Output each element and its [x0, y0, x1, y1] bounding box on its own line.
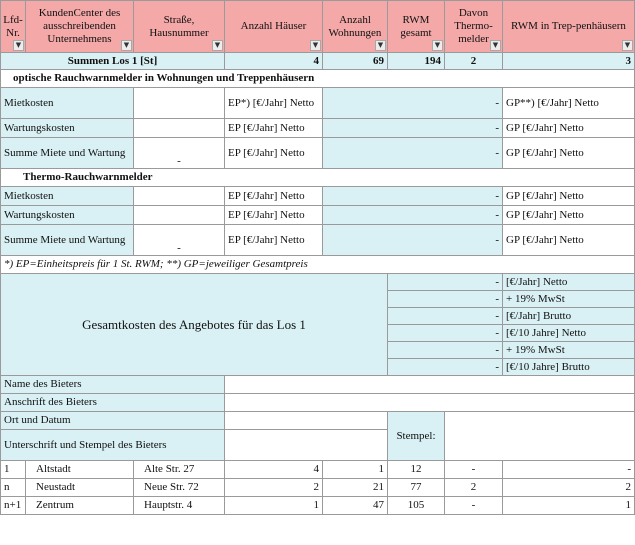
gesamt-dash[interactable]: - — [388, 274, 503, 291]
bieter-name-label[interactable]: Name des Bieters — [1, 376, 225, 394]
optisch-wartung-row — [1, 119, 635, 138]
cell-rwm[interactable]: 105 — [388, 497, 445, 515]
gesamt-label[interactable]: [€/10 Jahre] Brutto — [503, 359, 635, 376]
gesamt-label[interactable]: + 19% MwSt — [503, 291, 635, 308]
summen-treppen[interactable]: 3 — [503, 53, 635, 70]
col-haeuser[interactable]: Anzahl Häuser ▼ — [225, 1, 323, 53]
cell-kc[interactable]: Zentrum — [26, 497, 134, 515]
cell-nr[interactable]: n+1 — [1, 497, 26, 515]
cell-th[interactable]: - — [445, 461, 503, 479]
dash-cell[interactable]: - — [323, 206, 503, 225]
blank-cell[interactable] — [134, 88, 225, 119]
summen-wohnungen[interactable]: 69 — [323, 53, 388, 70]
gesamt-label[interactable]: + 19% MwSt — [503, 342, 635, 359]
section-title[interactable]: Thermo-Rauchwarnmelder — [1, 169, 635, 187]
cell-th[interactable]: - — [445, 497, 503, 515]
ep-cell[interactable]: EP*) [€/Jahr] Netto — [225, 88, 323, 119]
section-thermo — [1, 169, 635, 187]
cell-w[interactable]: 47 — [323, 497, 388, 515]
header-row — [1, 1, 635, 53]
filter-dropdown-icon[interactable]: ▼ — [432, 40, 443, 51]
cell-th[interactable]: 2 — [445, 479, 503, 497]
summen-haeuser[interactable]: 4 — [225, 53, 323, 70]
footnote-row — [1, 256, 635, 274]
gesamt-dash[interactable]: - — [388, 308, 503, 325]
gesamt-dash[interactable]: - — [388, 325, 503, 342]
bieter-unterschrift-field[interactable] — [225, 430, 388, 461]
row-label[interactable]: Mietkosten — [1, 187, 134, 206]
blank-cell[interactable] — [134, 119, 225, 138]
gesamt-label[interactable]: [€/Jahr] Brutto — [503, 308, 635, 325]
ep-cell[interactable]: EP [€/Jahr] Netto — [225, 206, 323, 225]
bieter-anschrift-field[interactable] — [225, 394, 635, 412]
dash-cell[interactable]: - — [323, 88, 503, 119]
summen-thermo[interactable]: 2 — [445, 53, 503, 70]
cell-nr[interactable]: n — [1, 479, 26, 497]
gesamt-label[interactable]: [€/10 Jahre] Netto — [503, 325, 635, 342]
section-title[interactable]: optische Rauchwarnmelder in Wohnungen und Treppenhäusern — [1, 70, 635, 88]
dash-cell[interactable]: - — [323, 225, 503, 256]
gp-cell[interactable]: GP [€/Jahr] Netto — [503, 138, 635, 169]
ep-cell[interactable]: EP [€/Jahr] Netto — [225, 225, 323, 256]
blank-cell[interactable] — [134, 206, 225, 225]
thermo-summe-row — [1, 225, 635, 256]
ep-cell[interactable]: EP [€/Jahr] Netto — [225, 119, 323, 138]
dash-cell[interactable]: - — [323, 119, 503, 138]
stempel-label[interactable]: Stempel: — [388, 412, 445, 461]
footnote[interactable]: *) EP=Einheitspreis für 1 St. RWM; **) GP=jeweiliger Gesamtpreis — [1, 256, 635, 274]
row-label[interactable]: Wartungskosten — [1, 206, 134, 225]
cell-tr[interactable]: - — [503, 461, 635, 479]
cell-tr[interactable]: 2 — [503, 479, 635, 497]
col-lfd[interactable]: Lfd-Nr. ▼ — [1, 1, 26, 53]
bieter-ort-row — [1, 412, 635, 430]
ep-cell[interactable]: EP [€/Jahr] Netto — [225, 187, 323, 206]
thermo-wartung-row — [1, 206, 635, 225]
cell-nr[interactable]: 1 — [1, 461, 26, 479]
gesamt-label[interactable]: [€/Jahr] Netto — [503, 274, 635, 291]
cell-kc[interactable]: Neustadt — [26, 479, 134, 497]
table-row — [1, 461, 635, 479]
mid-dash-cell[interactable]: - — [134, 138, 225, 169]
col-strasse[interactable]: Straße, Hausnummer ▼ — [134, 1, 225, 53]
cell-str[interactable]: Hauptstr. 4 — [134, 497, 225, 515]
gp-cell[interactable]: GP [€/Jahr] Netto — [503, 187, 635, 206]
cell-kc[interactable]: Altstadt — [26, 461, 134, 479]
gesamt-dash[interactable]: - — [388, 359, 503, 376]
col-kundencenter[interactable]: KundenCenter des ausschreibenden Unternehmens ▼ — [26, 1, 134, 53]
bieter-name-field[interactable] — [225, 376, 635, 394]
filter-dropdown-icon[interactable]: ▼ — [490, 40, 501, 51]
summen-label[interactable]: Summen Los 1 [St] — [1, 53, 225, 70]
bieter-name-row — [1, 376, 635, 394]
cell-h[interactable]: 4 — [225, 461, 323, 479]
bieter-ort-field[interactable] — [225, 412, 388, 430]
gp-cell[interactable]: GP**) [€/Jahr] Netto — [503, 88, 635, 119]
thermo-miet-row — [1, 187, 635, 206]
filter-dropdown-icon[interactable]: ▼ — [13, 40, 24, 51]
filter-dropdown-icon[interactable]: ▼ — [375, 40, 386, 51]
gp-cell[interactable]: GP [€/Jahr] Netto — [503, 119, 635, 138]
ep-cell[interactable]: EP [€/Jahr] Netto — [225, 138, 323, 169]
optisch-miet-row — [1, 88, 635, 119]
bieter-anschrift-row — [1, 394, 635, 412]
table-row — [1, 479, 635, 497]
col-rwm-gesamt[interactable]: RWM gesamt ▼ — [388, 1, 445, 53]
bieter-anschrift-label[interactable]: Anschrift des Bieters — [1, 394, 225, 412]
gesamt-dash[interactable]: - — [388, 342, 503, 359]
row-label[interactable]: Mietkosten — [1, 88, 134, 119]
filter-dropdown-icon[interactable]: ▼ — [212, 40, 223, 51]
summen-row — [1, 53, 635, 70]
dash-cell[interactable]: - — [323, 187, 503, 206]
cell-h[interactable]: 1 — [225, 497, 323, 515]
stempel-field[interactable] — [445, 412, 635, 461]
mid-dash-cell[interactable]: - — [134, 225, 225, 256]
bieter-ort-label[interactable]: Ort und Datum — [1, 412, 225, 430]
cell-str[interactable]: Alte Str. 27 — [134, 461, 225, 479]
summen-rwm[interactable]: 194 — [388, 53, 445, 70]
col-wohnungen[interactable]: Anzahl Wohnungen ▼ — [323, 1, 388, 53]
filter-dropdown-icon[interactable]: ▼ — [121, 40, 132, 51]
bieter-unterschrift-label[interactable]: Unterschrift und Stempel des Bieters — [1, 430, 225, 461]
row-label[interactable]: Summe Miete und Wartung — [1, 225, 134, 256]
gesamt-title[interactable]: Gesamtkosten des Angebotes für das Los 1 — [1, 274, 388, 376]
gp-cell[interactable]: GP [€/Jahr] Netto — [503, 225, 635, 256]
cell-h[interactable]: 2 — [225, 479, 323, 497]
filter-dropdown-icon[interactable]: ▼ — [310, 40, 321, 51]
blank-cell[interactable] — [134, 187, 225, 206]
filter-dropdown-icon[interactable]: ▼ — [622, 40, 633, 51]
cell-rwm[interactable]: 12 — [388, 461, 445, 479]
row-label[interactable]: Summe Miete und Wartung — [1, 138, 134, 169]
cell-str[interactable]: Neue Str. 72 — [134, 479, 225, 497]
section-optisch — [1, 70, 635, 88]
gesamt-dash[interactable]: - — [388, 291, 503, 308]
col-thermo[interactable]: Davon Thermo-melder ▼ — [445, 1, 503, 53]
table-row — [1, 497, 635, 515]
gp-cell[interactable]: GP [€/Jahr] Netto — [503, 206, 635, 225]
row-label[interactable]: Wartungskosten — [1, 119, 134, 138]
cell-tr[interactable]: 1 — [503, 497, 635, 515]
cell-w[interactable]: 1 — [323, 461, 388, 479]
gesamt-row-1 — [1, 274, 635, 291]
dash-cell[interactable]: - — [323, 138, 503, 169]
col-treppen[interactable]: RWM in Trep-penhäusern ▼ — [503, 1, 635, 53]
cell-rwm[interactable]: 77 — [388, 479, 445, 497]
optisch-summe-row — [1, 138, 635, 169]
cell-w[interactable]: 21 — [323, 479, 388, 497]
